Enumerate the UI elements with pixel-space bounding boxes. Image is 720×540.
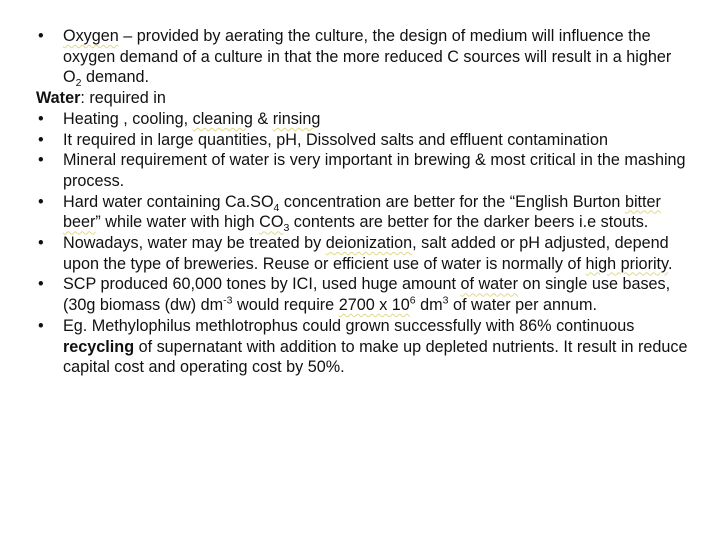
- text-run: would require: [232, 296, 339, 315]
- bullet-item: [36, 233, 690, 274]
- bullet-item: [36, 26, 690, 88]
- superscript-text: -3: [223, 294, 233, 307]
- superscript-text: 6: [409, 294, 416, 307]
- text-run: &: [252, 109, 273, 128]
- text-run: ” while water with high: [95, 213, 260, 232]
- highlighted-text: CO: [259, 213, 284, 232]
- text-run: Eg. Methylophilus methlotrophus could grown successfully with 86% continuous: [63, 316, 635, 335]
- text-run: – provided by aerating the culture, the design of medium will influence the oxygen demand of a culture in that the more reduced C sources will result in a higher O: [63, 27, 672, 87]
- highlighted-text: bitter beer: [63, 192, 661, 232]
- bullet-item: [36, 274, 690, 315]
- text-run: SCP produced 60,000 tones by ICI, used huge amount: [63, 275, 461, 294]
- text-run: Nowadays, water may be treated by: [63, 234, 326, 253]
- text-run: recycling: [63, 337, 135, 356]
- highlighted-text: 2700 x 10: [338, 296, 410, 315]
- text-run: of water per annum.: [448, 296, 597, 315]
- bullet-item: [36, 130, 690, 151]
- text-run: on single use bases, (30g biomass (dw) dm: [63, 275, 671, 315]
- text-run: .: [667, 254, 673, 273]
- text-run: concentration are better for the “English Burton: [279, 192, 625, 211]
- bullet-item: [36, 150, 690, 191]
- subscript-text: 3: [283, 222, 290, 235]
- text-run: of supernatant with addition to make up depleted nutrients. It result in reduce capital cost and operating cost by 50%.: [63, 337, 688, 377]
- highlighted-text: rinsing: [272, 109, 321, 128]
- subscript-text: 2: [75, 77, 82, 90]
- bullet-item: [36, 192, 690, 233]
- text-run: It required in large quantities, pH, Dissolved salts and effluent contamination: [63, 130, 608, 149]
- highlighted-text: of water: [460, 275, 519, 294]
- bullet-item: [36, 109, 690, 130]
- highlighted-text: Oxygen: [63, 27, 119, 45]
- text-run: dm: [415, 296, 443, 315]
- superscript-text: 3: [442, 294, 449, 307]
- text-run: Mineral requirement of water is very important in brewing & most critical in the mashing process.: [63, 151, 686, 190]
- text-run: : required in: [80, 89, 166, 108]
- text-run: Water: [36, 89, 81, 108]
- section-heading: [36, 88, 690, 109]
- text-run: , salt added or pH adjusted, depend upon the type of breweries. Reuse or efficient use of water is normally of: [63, 234, 669, 273]
- text-run: Hard water containing Ca.SO: [63, 192, 274, 211]
- text-run: demand.: [81, 68, 149, 87]
- text-run: contents are better for the darker beers i.e stouts.: [289, 213, 649, 232]
- highlighted-text: high priority: [585, 254, 668, 273]
- text-run: Heating , cooling,: [63, 109, 193, 128]
- subscript-text: 4: [273, 201, 280, 214]
- highlighted-text: cleaning: [192, 109, 253, 128]
- bullet-item: [36, 316, 690, 378]
- highlighted-text: deionization: [325, 234, 413, 253]
